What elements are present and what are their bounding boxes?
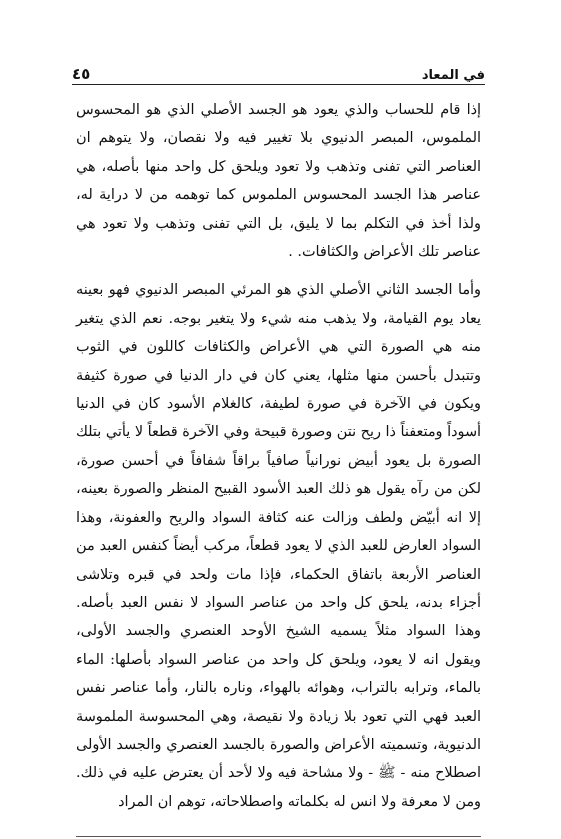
paragraph-2: وأما الجسد الثاني الأصلي الذي هو المرئي المبصر الدنيوي فهو بعينه يعاد يوم القيامة، ولا يذهب منه شيء ولا يتغير بوجه. نعم الذي يتغير منه هي الصورة التي هي الأعراض والكثافات كاللون في الثوب وتتبدل بأحسن منها مثلها، يعني كان في دار الدنيا في صورة كثيفة ويكون في الآخرة في صورة لطيفة، كالغلام الأسود كان في الدنيا أسوداً ومتعفناً ذا ريح نتن وصورة قبيحة وفي الآخرة قطعاً لا يأتي بتلك الصورة بل يعود أبيض نورانياً صافياً براقاً شفافاً في أحسن صورة، لكن من رآه يقول هو ذلك العبد الأسود القبيح المنظر والصورة بعينه، إلا انه أبيّض ولطف وزالت عنه كثافة السواد والريح والعفونة، وهذا السواد العارض للعبد الذي لا يعود قطعاً، مركب أيضاً كنفس العبد من العناصر الأربعة باتفاق الحكماء، فإذا مات ولحد في قبره وتلاشى أجزاء بدنه، يلحق كل واحد من عناصر السواد لا نفس العبد بأصله. وهذا السواد مثلاً يسميه الشيخ الأوحد العنصري والجسد الأولى، ويقول انه لا يعود، ويلحق كل واحد من عناصر السواد بأصلها: الماء بالماء، وترابه بالتراب، وهوائه بالهواء، وناره بالنار، وأما عناصر نفس العبد فهي التي تعود بلا زيادة ولا نقيصة، وهي المحسوسة الملموسة الدنيوية، وتسميته الأعراض والصورة بالجسد العنصري والجسد الأولى اصطلاح منه - ﷺ - ولا مشاحة فيه ولا لأحد أن يعترض عليه في ذلك. ومن لا معرفة ولا انس له بكلماته واصطلاحاته، توهم ان المراد [76,282,481,810]
body-text [76,96,481,816]
running-title: في المعاد [421,68,485,83]
running-header [72,58,485,82]
footer-rule [76,836,481,837]
paragraph-1: إذا قام للحساب والذي يعود هو الجسد الأصلي الذي هو المحسوس الملموس، المبصر الدنيوي بلا تغيير فيه ولا نقصان، ولا يتوهم ان العناصر التي تفنى وتذهب ولا تعود ويلحق كل واحد منها بأصله، هي عناصر هذا الجسد المحسوس الملموس كما توهمه من لا دراية له، ولذا أخذ في التكلم بما لا يليق، بل التي تفنى وتذهب ولا تعود هي عناصر تلك الأعراض والكثافات. . [76,102,481,261]
page-number: ٤٥ [72,65,91,83]
header-rule [72,84,485,85]
